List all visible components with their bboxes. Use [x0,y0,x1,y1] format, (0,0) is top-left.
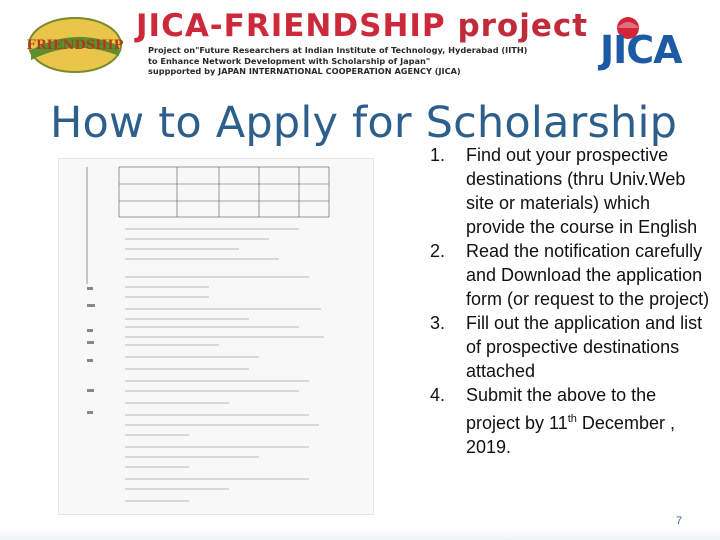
page-title: How to Apply for Scholarship [50,98,678,148]
banner-subtitle-line: to Enhance Network Development with Scholarship of Japan" [148,55,431,66]
friendship-logo [27,16,123,74]
step-number: 2. [430,241,446,261]
step-item [420,143,710,239]
step-text: Find out your prospective destinations (thru Univ.Web site or materials) which provide the course in English [466,145,698,237]
step-item [420,383,710,459]
step-text: Submit the above to the project by 11 [466,385,657,433]
step-number: 4. [430,385,446,405]
step-text: Read the notification carefully and Download the application form (or request to the project) [466,241,710,309]
step-text-superscript: th [567,413,577,425]
banner-title [136,8,588,44]
banner-subtitle-line: suppported by JAPAN INTERNATIONAL COOPERATION AGENCY (JICA) [148,66,461,76]
application-form-image [58,158,374,515]
application-steps [420,143,710,459]
banner-title-main: JICA-FRIENDSHIP [136,8,446,44]
banner-subtitle [148,45,588,77]
friendship-logo-text: FRIENDSHIP [27,38,123,53]
banner-title-project: project [457,8,589,44]
step-item [420,239,710,311]
step-text-continued: December , 2019. [466,413,675,457]
header-banner [0,0,720,82]
banner-subtitle-line: Project on"Future Researchers at Indian Institute of Technology, Hyderabad (IITH) [148,45,528,55]
step-number: 1. [430,145,446,165]
page-number: 7 [676,515,683,527]
jica-logo-text: JICA [600,28,682,72]
step-item [420,311,710,383]
step-text: Fill out the application and list of prospective destinations attached [466,313,703,381]
bottom-border [0,530,720,540]
step-number: 3. [430,313,446,333]
